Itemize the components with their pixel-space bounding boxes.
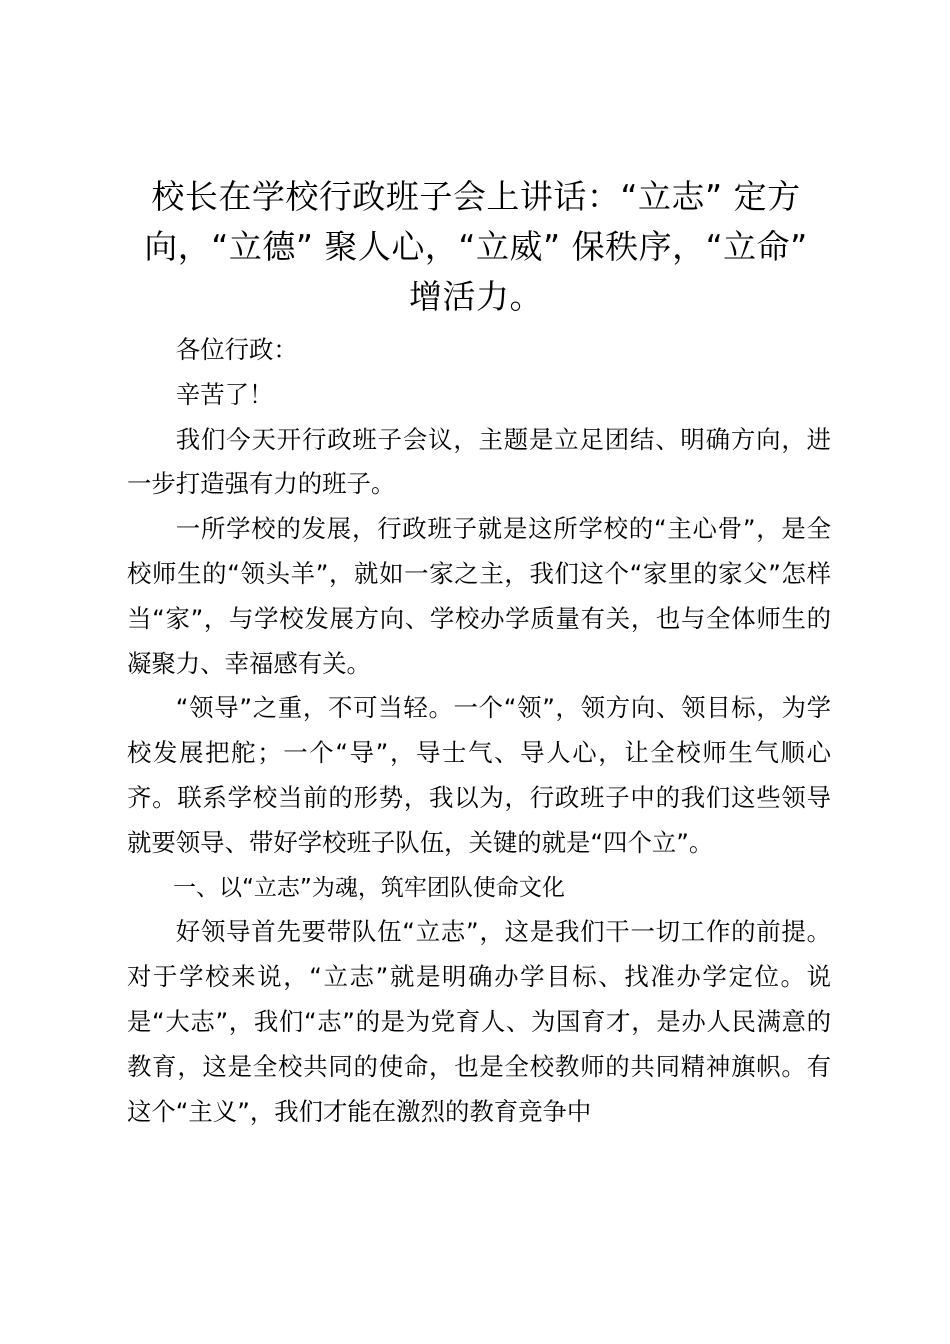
section-heading: 一、以“立志”为魂，筑牢团队使命文化 [173, 874, 565, 901]
paragraph: 一所学校的发展，行政班子就是这所学校的“主心骨”，是全校师生的“领头羊”，就如一家之主，我们这个“家里的家父”怎样当“家”，与学校发展方向、学校办学质量有关，也与全体师生的凝聚力、幸福感有关。 [127, 514, 831, 678]
paragraph: “领导”之重，不可当轻。一个“领”，领方向、领目标，为学校发展把舵；一个“导”，导士气、导人心，让全校师生气顺心齐。联系学校当前的形势，我以为，行政班子中的我们这些领导就要领导、带好学校班子队伍，关键的就是“四个立”。 [127, 693, 831, 857]
document-title: 校长在学校行政班子会上讲话：“立志” 定方向，“立德” 聚人心，“立威” 保秩序，“立命” 增活力。 [144, 177, 808, 316]
paragraph: 我们今天开行政班子会议，主题是立足团结、明确方向，进一步打造强有力的班子。 [127, 424, 831, 499]
salutation: 各位行政： [175, 335, 298, 364]
paragraph: 好领导首先要带队伍“立志”，这是我们干一切工作的前提。对于学校来说，“立志”就是明确办学目标、找准办学定位。说是“大志”，我们“志”的是为党育人、为国育才，是办人民满意的教育，这是全校共同的使命，也是全校教师的共同精神旗帜。有这个“主义”，我们才能在激烈的教育竞争中 [127, 917, 831, 1126]
greeting: 辛苦了！ [175, 379, 274, 409]
document-body [127, 328, 831, 1134]
